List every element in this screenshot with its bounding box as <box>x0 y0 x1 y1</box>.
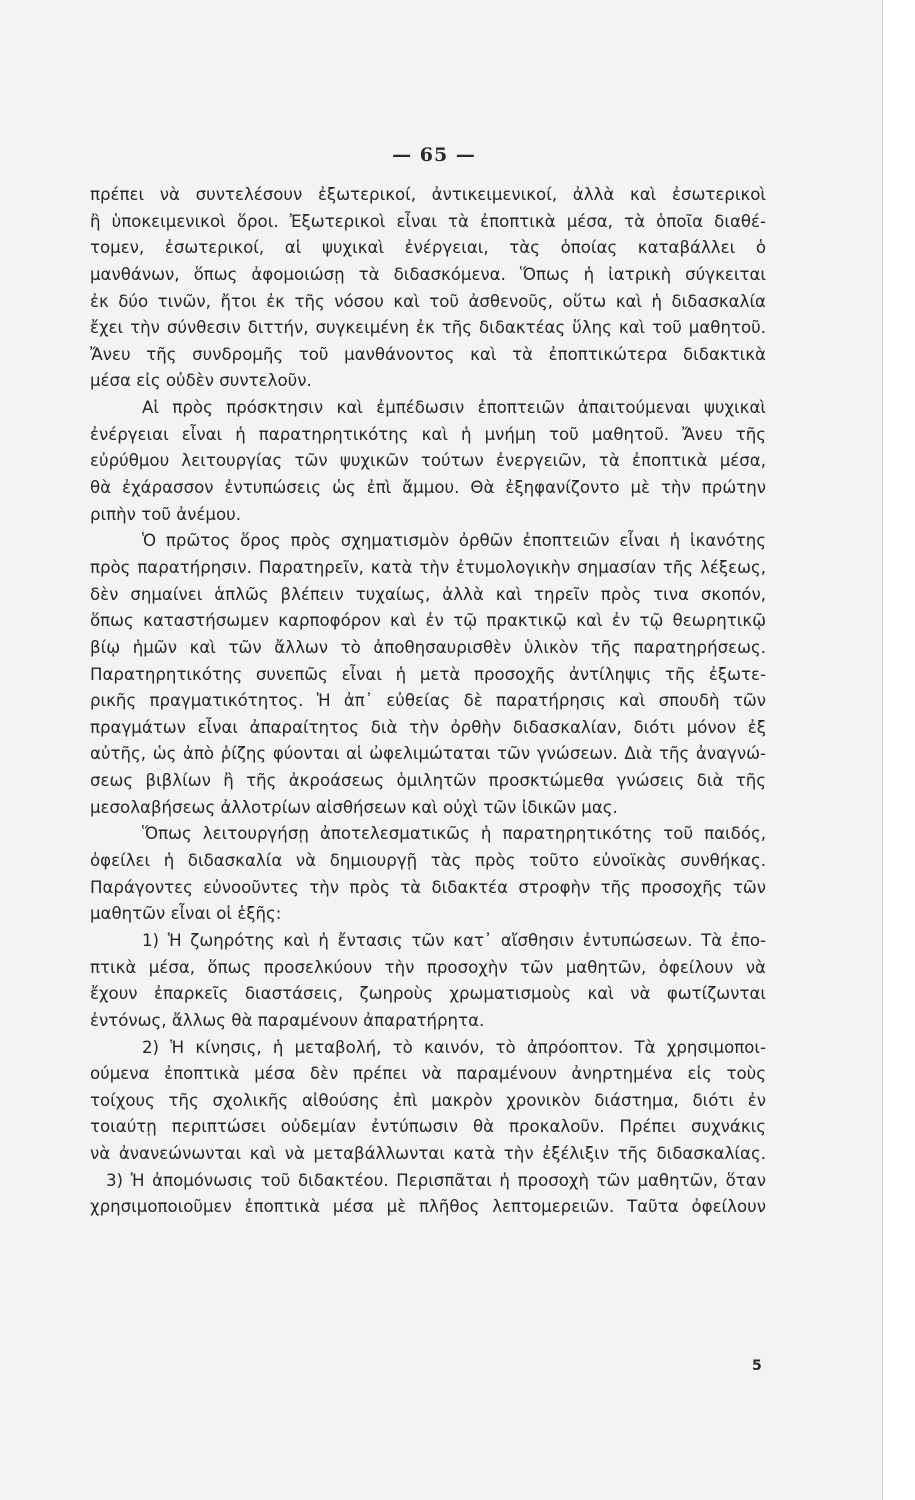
text-line: Αἱ πρὸς πρόσκτησιν καὶ ἐμπέδωσιν ἐποπτειῶν ἀπαιτούμεναι ψυχικαὶ <box>142 398 766 418</box>
text-line: πρὸς παρατήρησιν. Παρατηρεῖν, κατὰ τὴν ἐτυμολογικὴν σημασίαν τῆς λέξεως, <box>90 557 766 577</box>
page-edge <box>882 0 915 1500</box>
signature-mark: 5 <box>752 1358 762 1374</box>
text-line: πραγμάτων εἶναι ἀπαραίτητος διὰ τὴν ὀρθὴν διδασκαλίαν, διότι μόνον ἐξ <box>90 717 766 737</box>
text-line: πτικὰ μέσα, ὅπως προσελκύουν τὴν προσοχὴν τῶν μαθητῶν, ὀφείλουν νὰ <box>90 957 766 977</box>
text-line: Παρατηρητικότης συνεπῶς εἶναι ἡ μετὰ προσοχῆς ἀντίληψις τῆς ἐξωτε- <box>90 664 766 684</box>
text-line: ἔχουν ἐπαρκεῖς διαστάσεις, ζωηροὺς χρωματισμοὺς καὶ νὰ φωτίζωνται <box>90 984 766 1004</box>
text-line: ὅπως καταστήσωμεν καρποφόρον καὶ ἐν τῷ πρακτικῷ καὶ ἐν τῷ θεωρητικῷ <box>90 611 766 631</box>
text-line: νὰ ἀνανεώνωνται καὶ νὰ μεταβάλλωνται κατὰ τὴν ἐξέλιξιν τῆς διδασκαλίας. <box>90 1144 766 1164</box>
text-line: ἔχει τὴν σύνθεσιν διττήν, συγκειμένη ἐκ τῆς διδακτέας ὕλης καὶ τοῦ μαθητοῦ. <box>90 318 766 338</box>
text-line: μανθάνων, ὅπως ἀφομοιώσῃ τὰ διδασκόμενα. Ὅπως ἡ ἰατρικὴ σύγκειται <box>90 264 766 284</box>
text-line: ρικῆς πραγματικότητος. Ἡ ἀπ᾽ εὐθείας δὲ παρατήρησις καὶ σπουδὴ τῶν <box>90 691 766 711</box>
text-line: θὰ ἐχάρασσον ἐντυπώσεις ὡς ἐπὶ ἄμμου. Θὰ ἐξηφανίζοντο μὲ τὴν πρώτην <box>90 478 766 498</box>
page-number: — 65 — <box>392 144 476 166</box>
text-line: μεσολαβήσεως ἀλλοτρίων αἰσθήσεων καὶ οὐχὶ τῶν ἰδικῶν μας. <box>90 797 618 817</box>
text-line: ἐκ δύο τινῶν, ἤτοι ἐκ τῆς νόσου καὶ τοῦ ἀσθενοῦς, οὕτω καὶ ἡ διδασκαλία <box>90 291 766 311</box>
text-line: εὐρύθμου λειτουργίας τῶν ψυχικῶν τούτων ἐνεργειῶν, τὰ ἐποπτικὰ μέσα, <box>90 451 766 471</box>
text-line: δὲν σημαίνει ἁπλῶς βλέπειν τυχαίως, ἀλλὰ καὶ τηρεῖν πρὸς τινα σκοπόν, <box>90 584 766 604</box>
text-line: ἐντόνως, ἄλλως θὰ παραμένουν ἀπαρατήρητα. <box>90 1010 485 1030</box>
text-line: ούμενα ἐποπτικὰ μέσα δὲν πρέπει νὰ παραμένουν ἀνηρτημένα εἰς τοὺς <box>90 1064 766 1084</box>
text-line: Ὁ πρῶτος ὅρος πρὸς σχηματισμὸν ὀρθῶν ἐποπτειῶν εἶναι ἡ ἱκανότης <box>142 531 766 551</box>
text-line: ἐνέργειαι εἶναι ἡ παρατηρητικότης καὶ ἡ μνήμη τοῦ μαθητοῦ. Ἄνευ τῆς <box>90 424 766 444</box>
text-line: Παράγοντες εὐνοοῦντες τὴν πρὸς τὰ διδακτέα στροφὴν τῆς προσοχῆς τῶν <box>90 877 766 897</box>
text-line: Ὅπως λειτουργήσῃ ἀποτελεσματικῶς ἡ παρατηρητικότης τοῦ παιδός, <box>142 824 766 844</box>
text-line: αὐτῆς, ὡς ἀπὸ ῥίζης φύονται αἱ ὠφελιμώταται τῶν γνώσεων. Διὰ τῆς ἀναγνώ- <box>90 744 766 764</box>
text-line: 2) Ἡ κίνησις, ἡ μεταβολή, τὸ καινόν, τὸ ἀπρόοπτον. Τὰ χρησιμοποι- <box>142 1037 766 1057</box>
text-line: τομεν, ἐσωτερικοί, αἱ ψυχικαὶ ἐνέργειαι, τὰς ὁποίας καταβάλλει ὁ <box>90 238 766 258</box>
text-line: πρέπει νὰ συντελέσουν ἐξωτερικοί, ἀντικειμενικοί, ἀλλὰ καὶ ἐσωτερικοὶ <box>90 185 766 204</box>
text-line: τοίχους τῆς σχολικῆς αἰθούσης ἐπὶ μακρὸν χρονικὸν διάστημα, διότι ἐν <box>90 1090 766 1110</box>
text-line: ὀφείλει ἡ διδασκαλία νὰ δημιουργῇ τὰς πρὸς τοῦτο εὐνοϊκὰς συνθήκας. <box>90 851 766 871</box>
text-line: Ἄνευ τῆς συνδρομῆς τοῦ μανθάνοντος καὶ τὰ ἐποπτικώτερα διδακτικὰ <box>90 344 766 364</box>
text-line: 3) Ἡ ἀπομόνωσις τοῦ διδακτέου. Περισπᾶται ἡ προσοχὴ τῶν μαθητῶν, ὅταν <box>106 1170 766 1190</box>
text-line: ριπὴν τοῦ ἀνέμου. <box>90 504 241 524</box>
body-text <box>90 182 766 1221</box>
text-line: μέσα εἰς οὐδὲν συντελοῦν. <box>90 371 312 391</box>
text-line: ἢ ὑποκειμενικοὶ ὅροι. Ἐξωτερικοὶ εἶναι τὰ ἐποπτικὰ μέσα, τὰ ὁποῖα διαθέ- <box>90 211 766 231</box>
text-line: βίῳ ἡμῶν καὶ τῶν ἄλλων τὸ ἀποθησαυρισθὲν ὑλικὸν τῆς παρατηρήσεως. <box>90 637 766 657</box>
text-line: μαθητῶν εἶναι οἱ ἑξῆς: <box>90 904 282 924</box>
text-line: 1) Ἡ ζωηρότης καὶ ἡ ἔντασις τῶν κατ᾽ αἴσθησιν ἐντυπώσεων. Τὰ ἐπο- <box>142 930 766 950</box>
text-line: τοιαύτῃ περιπτώσει οὐδεμίαν ἐντύπωσιν θὰ προκαλοῦν. Πρέπει συχνάκις <box>90 1117 766 1137</box>
text-line: χρησιμοποιοῦμεν ἐποπτικὰ μέσα μὲ πλῆθος λεπτομερειῶν. Ταῦτα ὀφείλουν <box>90 1197 766 1217</box>
text-line: σεως βιβλίων ἢ τῆς ἀκροάσεως ὁμιλητῶν προσκτώμεθα γνώσεις διὰ τῆς <box>90 771 766 791</box>
